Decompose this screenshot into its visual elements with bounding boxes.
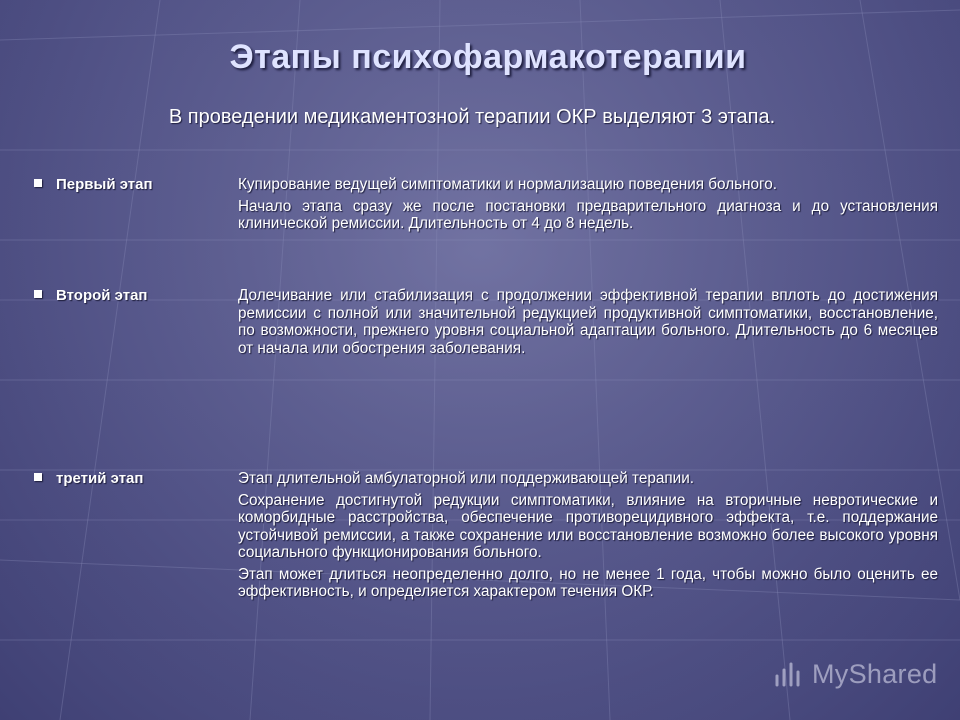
square-bullet-icon	[34, 290, 42, 298]
stage-label-text: Второй этап	[56, 287, 148, 304]
square-bullet-icon	[34, 473, 42, 481]
stage-paragraph: Этап длительной амбулаторной или поддерживающей терапии.	[238, 470, 695, 487]
stage-label-text: Первый этап	[56, 176, 153, 193]
stage-paragraph: Купирование ведущей симптоматики и нормализацию поведения больного.	[238, 176, 778, 193]
stage-label-text: третий этап	[56, 470, 144, 487]
square-bullet-icon	[34, 179, 42, 187]
stage-paragraph: Начало этапа сразу же после постановки предварительного диагноза и до установления клинической ремиссии. Длительность от 4 до 8 недель.	[238, 197, 938, 232]
watermark-text: MyShared	[812, 658, 938, 689]
stage-description	[238, 287, 938, 361]
myshared-logo-icon	[770, 656, 806, 692]
stage-label	[34, 287, 234, 304]
stage-description	[238, 176, 938, 237]
stage-label	[34, 176, 234, 193]
stage-label	[34, 470, 234, 487]
slide-subtitle: В проведении медикаментозной терапии ОКР выделяют 3 этапа.	[168, 106, 776, 128]
stage-paragraph: Долечивание или стабилизация с продолжении эффективной терапии вплоть до достижения ремиссии с полной или значительной редукцией продуктивной симптоматики, восстановление, по возможности, прежнего уровня социальной адаптации больного. Длительность до 6 месяцев от начала или обострения заболевания.	[238, 287, 938, 357]
stage-paragraph: Сохранение достигнутой редукции симптоматики, влияние на вторичные невротические и коморбидные расстройства, обеспечение противорецидивного эффекта, т.е. поддержание устойчивой ремиссии, а также сохранение или восстановление возможно более высокого уровня социального функционирования больного.	[238, 491, 938, 561]
stage-description	[238, 470, 938, 605]
stage-paragraph: Этап может длиться неопределенно долго, но не менее 1 года, чтобы можно было оценить ее эффективность, и определяется характером течения ОКР.	[238, 565, 938, 600]
slide-title: Этапы психофармакотерапии	[229, 38, 747, 76]
watermark	[770, 656, 937, 692]
